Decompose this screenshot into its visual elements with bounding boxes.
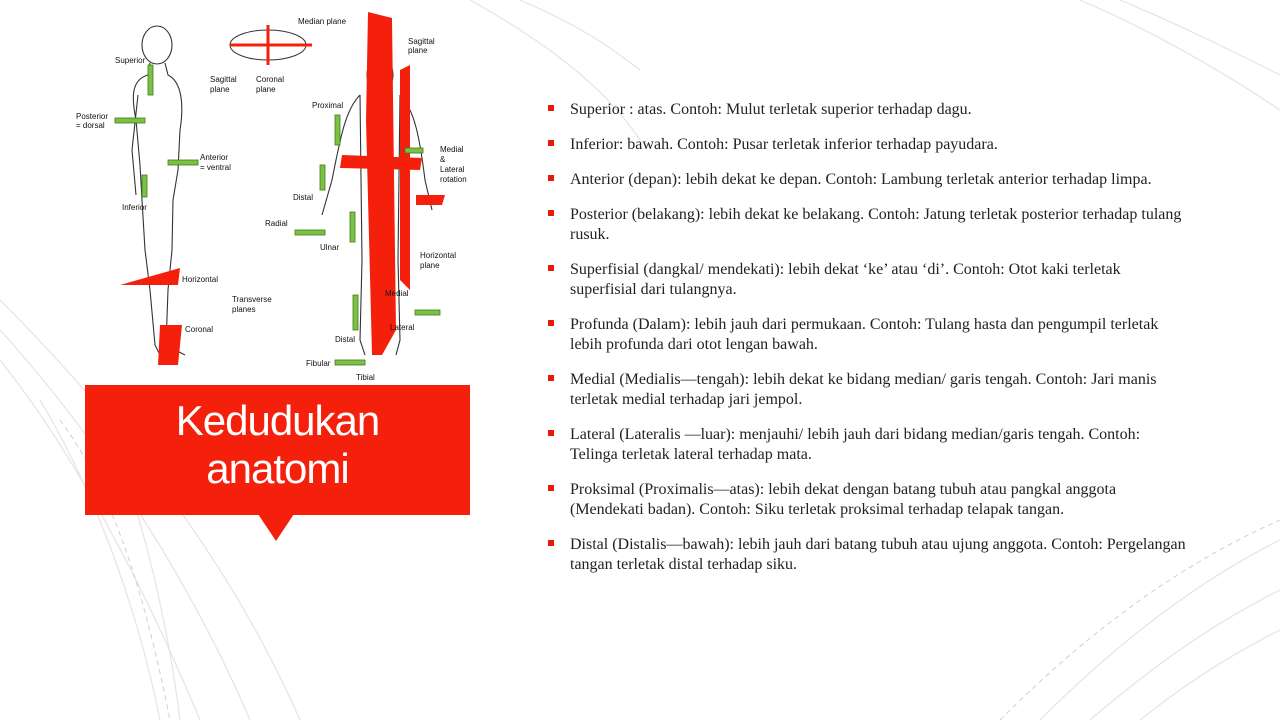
bullet-icon	[548, 485, 554, 491]
list-item	[548, 480, 1188, 520]
title-box	[85, 385, 470, 515]
bullet-icon	[548, 175, 554, 181]
label-posterior: Posterior	[76, 112, 109, 121]
label-sagittal-small-2: plane	[210, 85, 230, 94]
title-pointer	[258, 514, 294, 541]
side-view-body	[132, 26, 185, 355]
list-item	[548, 370, 1188, 410]
label-proximal: Proximal	[312, 101, 344, 110]
slide-title-line2: anatomi	[206, 445, 349, 492]
list-item-text: Distal (Distalis—bawah): lebih jauh dari batang tubuh atau ujung anggota. Contoh: Pergelangan tangan terletak distal terhadap siku.	[570, 536, 1186, 573]
list-item	[548, 135, 1188, 155]
label-sagittal-plane: Sagittal	[408, 37, 435, 46]
label-medial-rotation: Medial	[440, 145, 464, 154]
list-item	[548, 170, 1188, 190]
label-anterior-2: = ventral	[200, 163, 231, 172]
list-item-text: Medial (Medialis—tengah): lebih dekat ke bidang median/ garis tengah. Contoh: Jari manis terletak medial terhadap jari jempol.	[570, 371, 1157, 408]
label-ulnar: Ulnar	[320, 243, 340, 252]
label-horizontal-plane: Horizontal	[420, 251, 457, 260]
list-item	[548, 205, 1188, 245]
label-fibular: Fibular	[306, 359, 331, 368]
label-medial-rotation-2: &	[440, 155, 446, 164]
bullet-icon	[548, 265, 554, 271]
list-item	[548, 535, 1188, 575]
label-medial-rotation-3: Lateral	[440, 165, 465, 174]
slide-title	[85, 397, 470, 493]
list-item-text: Posterior (belakang): lebih dekat ke belakang. Contoh: Jatung terletak posterior terhadap tulang rusuk.	[570, 206, 1182, 243]
label-distal-leg: Distal	[335, 335, 356, 344]
list-item-text: Lateral (Lateralis —luar): menjauhi/ lebih jauh dari bidang median/garis tengah. Contoh: Telinga terletak lateral terhadap mata.	[570, 426, 1141, 463]
label-horizontal-plane-2: plane	[420, 261, 440, 270]
label-sagittal-small: Sagittal	[210, 75, 237, 84]
label-lateral: Lateral	[390, 323, 415, 332]
slide-title-line1: Kedudukan	[175, 397, 380, 444]
label-transverse: Transverse	[232, 295, 272, 304]
label-medial-rotation-4: rotation	[440, 175, 467, 184]
anatomy-diagram	[60, 0, 480, 385]
label-sagittal-plane-2: plane	[408, 46, 428, 55]
list-item	[548, 425, 1188, 465]
label-coronal-small-2: plane	[256, 85, 276, 94]
list-item-text: Superfisial (dangkal/ mendekati): lebih dekat ‘ke’ atau ‘di’. Contoh: Otot kaki terletak superfisial dari tulangnya.	[570, 261, 1121, 298]
label-transverse-2: planes	[232, 305, 256, 314]
label-anterior: Anterior	[200, 153, 229, 162]
label-coronal-small: Coronal	[256, 75, 285, 84]
label-posterior-2: = dorsal	[76, 121, 105, 130]
label-medial: Medial	[385, 289, 409, 298]
label-inferior: Inferior	[122, 203, 147, 212]
label-radial: Radial	[265, 219, 288, 228]
label-horizontal: Horizontal	[182, 275, 219, 284]
list-item	[548, 315, 1188, 355]
list-item-text: Profunda (Dalam): lebih jauh dari permukaan. Contoh: Tulang hasta dan pengumpil terletak lebih profunda dari otot lengan bawah.	[570, 316, 1159, 353]
transverse-planes-left	[118, 268, 182, 365]
bullet-icon	[548, 105, 554, 111]
label-median-plane: Median plane	[298, 17, 347, 26]
definition-list	[548, 100, 1188, 590]
label-distal: Distal	[293, 193, 314, 202]
bullet-icon	[548, 210, 554, 216]
bullet-icon	[548, 430, 554, 436]
list-item	[548, 260, 1188, 300]
list-item-text: Anterior (depan): lebih dekat ke depan. Contoh: Lambung terletak anterior terhadap limpa.	[570, 171, 1152, 188]
list-item-text: Superior : atas. Contoh: Mulut terletak superior terhadap dagu.	[570, 101, 972, 118]
label-tibial: Tibial	[356, 373, 375, 382]
bullet-icon	[548, 375, 554, 381]
list-item-text: Proksimal (Proximalis—atas): lebih dekat dengan batang tubuh atau pangkal anggota (Mendekati badan). Contoh: Siku terletak proksimal terhadap telapak tangan.	[570, 481, 1117, 518]
list-item-text: Inferior: bawah. Contoh: Pusar terletak inferior terhadap payudara.	[570, 136, 998, 153]
bullet-icon	[548, 320, 554, 326]
bullet-icon	[548, 140, 554, 146]
label-superior: Superior	[115, 56, 146, 65]
bullet-icon	[548, 540, 554, 546]
head-planes	[230, 25, 312, 65]
list-item	[548, 100, 1188, 120]
label-coronal: Coronal	[185, 325, 214, 334]
